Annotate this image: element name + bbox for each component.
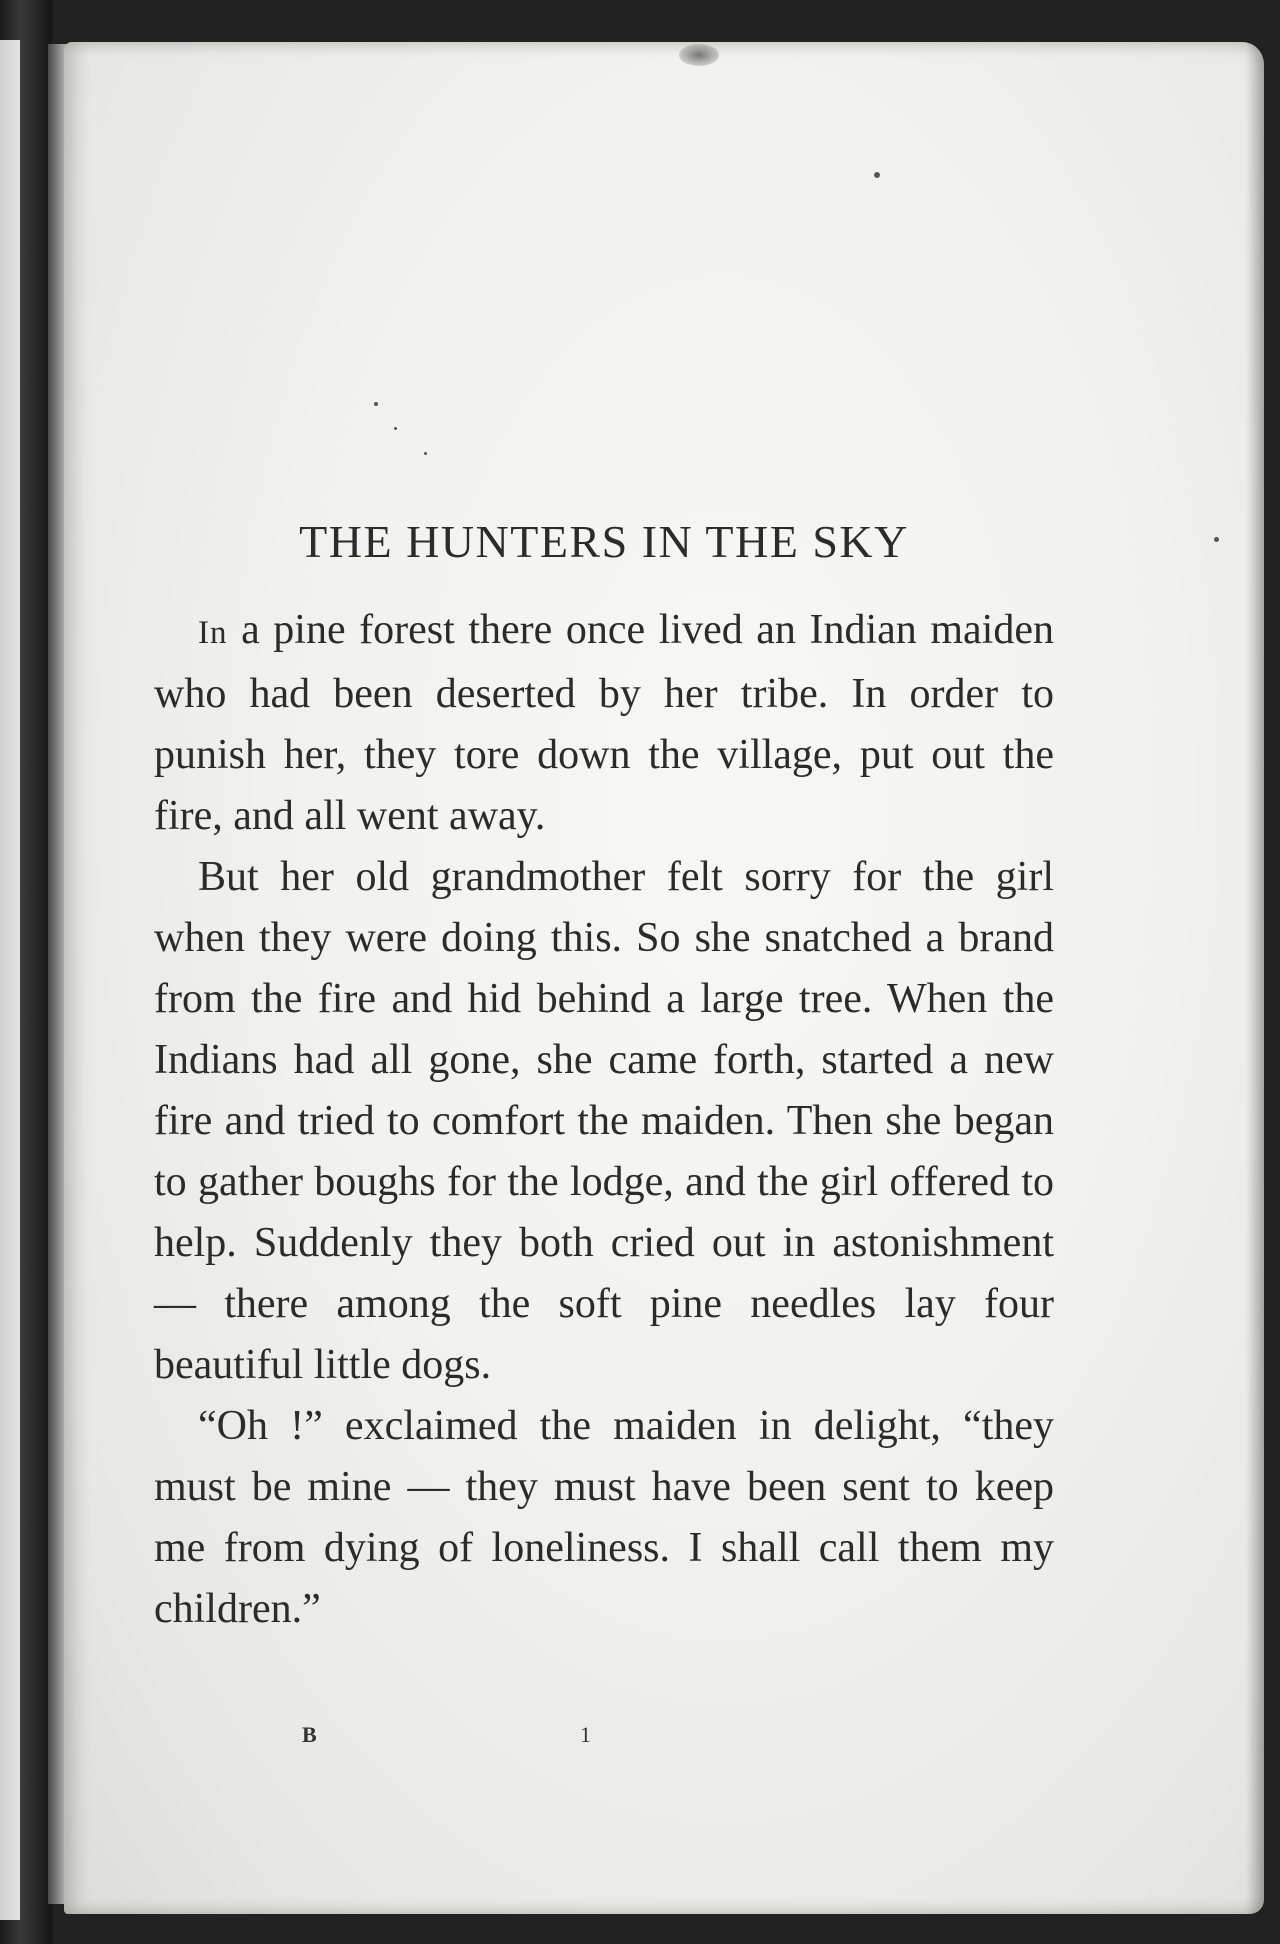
paragraph-text: But her old grandmother felt sorry for the girl when they were doing this. So she snatched a brand from the fire and hid behind a large tree. When the Indians had all gone, she came forth, started a new fire and tried to comfort the maiden. Then she began to gather boughs for the lodge, and the girl offered to help. Suddenly they both cried out in astonishment — there among the soft pine needles lay four beautiful little dogs. xyxy=(154,854,1054,1388)
paragraph-text: a pine forest there once lived an Indian maiden who had been deserted by her tribe. In order to punish her, they tore down the village, put out the fire, and all went away. xyxy=(154,607,1054,839)
story-title: THE HUNTERS IN THE SKY xyxy=(299,516,909,567)
paragraph-1 xyxy=(154,600,1054,847)
page-text xyxy=(154,510,1054,1640)
signature-mark: B xyxy=(302,1722,317,1747)
paragraph-2 xyxy=(154,847,1054,1396)
facing-page-sliver xyxy=(0,40,20,1920)
paragraph-3 xyxy=(154,1396,1054,1640)
speck xyxy=(424,452,427,455)
page-footer xyxy=(0,1722,1280,1762)
ink-blot xyxy=(679,44,719,66)
page-edge-shadow xyxy=(1246,42,1264,1914)
speck xyxy=(394,427,397,430)
drop-word: In xyxy=(198,615,228,651)
speck xyxy=(374,402,378,406)
speck xyxy=(874,172,880,178)
page-number: 1 xyxy=(580,1722,591,1747)
paragraph-text: “Oh !” exclaimed the maiden in delight, “they must be mine — they must have been sent to keep me from dying of loneliness. I shall call them my children.” xyxy=(154,1403,1054,1632)
speck xyxy=(1214,537,1219,542)
